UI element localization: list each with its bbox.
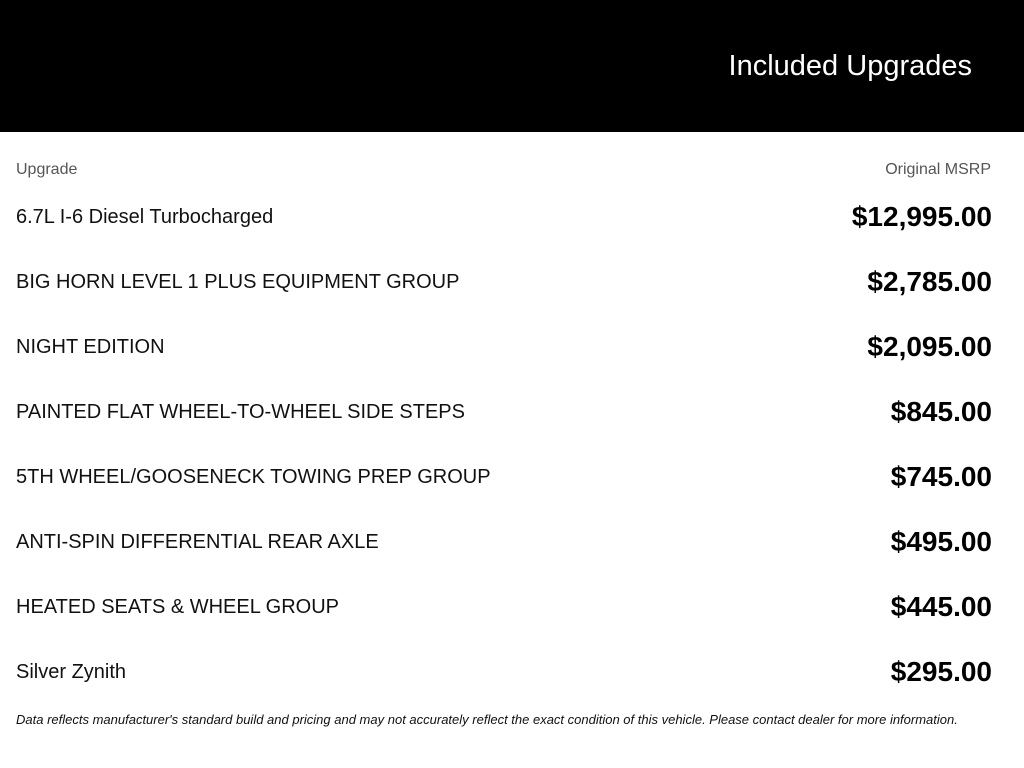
list-item [16, 640, 992, 705]
upgrade-price: $495.00 [890, 526, 992, 557]
upgrade-name: NIGHT EDITION [16, 336, 165, 358]
list-item [16, 445, 992, 510]
list-item [16, 185, 992, 250]
column-header-upgrade: Upgrade [16, 161, 78, 178]
upgrade-price: $2,095.00 [867, 331, 992, 362]
upgrade-price: $445.00 [890, 591, 992, 622]
upgrade-price: $845.00 [890, 396, 992, 427]
list-item [16, 250, 992, 315]
upgrade-name: ANTI-SPIN DIFFERENTIAL REAR AXLE [16, 531, 379, 553]
upgrade-name: BIG HORN LEVEL 1 PLUS EQUIPMENT GROUP [16, 271, 460, 293]
list-item [16, 510, 992, 575]
list-item [16, 315, 992, 380]
page-title: Included Upgrades [728, 50, 972, 82]
upgrade-name: Silver Zynith [16, 661, 127, 683]
upgrade-price: $745.00 [890, 461, 992, 492]
upgrades-list [16, 185, 992, 705]
column-header-msrp: Original MSRP [885, 161, 991, 178]
upgrade-price: $2,785.00 [867, 266, 992, 297]
upgrade-price: $12,995.00 [851, 201, 992, 232]
upgrade-price: $295.00 [890, 656, 992, 687]
upgrade-name: 5TH WHEEL/GOOSENECK TOWING PREP GROUP [16, 466, 491, 488]
upgrade-name: PAINTED FLAT WHEEL-TO-WHEEL SIDE STEPS [16, 401, 465, 423]
list-item [16, 575, 992, 640]
upgrade-name: 6.7L I-6 Diesel Turbocharged [16, 206, 274, 228]
upgrade-name: HEATED SEATS & WHEEL GROUP [16, 596, 340, 618]
disclaimer-text: Data reflects manufacturer's standard build and pricing and may not accurately reflect the exact condition of this vehicle. Please contact dealer for more information. [16, 712, 958, 727]
list-item [16, 380, 992, 445]
header-banner [0, 0, 1024, 132]
